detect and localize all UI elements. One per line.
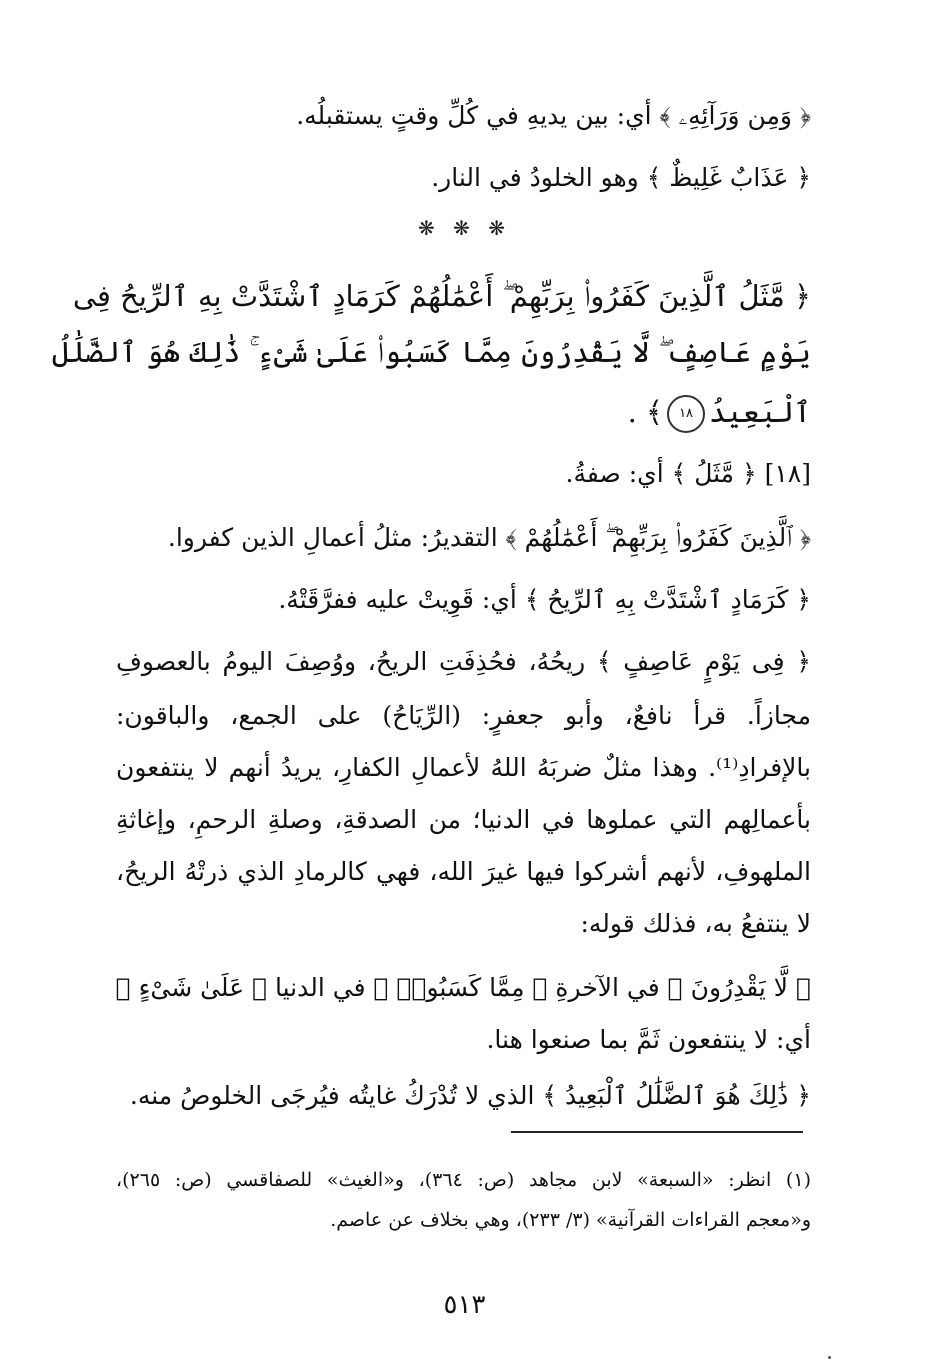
footnote-rule [511,1131,803,1133]
commentary-line: ﴿ كَرَمَادٍ ٱشْتَدَّتْ بِهِ ٱلرِّيحُ ﴾ أي: قَوِيتْ عليه ففرَّقَتْهُ. [278,585,811,614]
verse-line: ﴿ مَّثَلُ ٱلَّذِينَ كَفَرُوا۟ بِرَبِّهِمْ ۖ أَعْمَٰلُهُمْ كَرَمَادٍ ٱشْتَدَّتْ بِهِ ٱلرِّيحُ فِى [72,279,811,313]
text-line: ﴿ وَمِن وَرَآئِهِۦ ﴾ أي: بين يديهِ في كُلِّ وقتٍ يستقبلُه. [296,101,811,130]
verse-line-end [116,384,811,440]
closing-line: ﴿ ذَٰلِكَ هُوَ ٱلضَّلَٰلُ ٱلْبَعِيدُ ﴾ الذي لا تُدْرَكُ غايتُه فيُرجَى الخلوصُ منه. [129,1081,811,1110]
paragraph-line: ﴿ فِى يَوْمٍ عَاصِفٍ ﴾ ريحُهُ، فحُذِفَتِ الريحُ، ووُصِفَ اليومُ بالعصوفِ [116,647,811,676]
text-line: ﴿ عَذَابٌ غَلِيظٌ ﴾ وهو الخلودُ في النار. [431,163,811,192]
closing-line: ﴿ لَّا يَقْدِرُونَ ﴾ في الآخرةِ ﴿ مِمَّا كَسَبُوا۟ ﴾ في الدنيا ﴿ عَلَىٰ شَىْءٍ ﴾ [115,973,811,1002]
paragraph-line: الملهوفِ، لأنهم أشركوا فيها غيرَ الله، فهي كالرمادِ الذي ذرتْهُ الريحُ، [116,857,811,886]
paragraph-line: بالإفرادِ⁽¹⁾. وهذا مثلٌ ضربَهُ اللهُ لأعمالِ الكفارِ، يريدُ أنهم لا ينتفعون [116,753,811,782]
commentary-line: [١٨] ﴿ مَّثَلُ ﴾ أي: صفةُ. [565,459,811,488]
footnote-line: و«معجم القراءات القرآنية» (٣/ ٢٣٣)، وهي بخلاف عن عاصم. [330,1209,811,1231]
paragraph-line: بأعمالِهم التي عملوها في الدنيا؛ من الصدقةِ، وصلةِ الرحمِ، وإغاثةِ [116,805,811,834]
verse-line: يَوْمٍ عَاصِفٍ ۖ لَّا يَقْدِرُونَ مِمَّا كَسَبُوا۟ عَلَىٰ شَىْءٍ ۚ ذَٰلِكَ هُوَ ٱلضَّلَٰلُ [51,335,811,369]
verse-closing: ﴾ . [627,395,664,429]
footnote-line: (١) انظر: «السبعة» لابن مجاهد (ص: ٣٦٤)، و«الغيث» للصفاقسي (ص: ٢٦٥)، [116,1169,811,1191]
section-separator: ❋ ❋ ❋ [418,216,511,240]
closing-line: أي: لا ينتفعون ثَمَّ بما صنعوا هنا. [486,1025,811,1054]
paragraph-line: لا ينتفعُ به، فذلك قوله: [580,909,811,938]
verse-text: ٱلْبَعِيدُ [709,395,811,429]
speck-mark [828,1356,831,1359]
verse-number-marker: ١٨ [667,395,705,433]
commentary-line: ﴿ ٱلَّذِينَ كَفَرُوا۟ بِرَبِّهِمْ ۖ أَعْمَٰلُهُمْ ﴾ التقديرُ: مثلُ أعمالِ الذين كفروا. [167,523,811,552]
paragraph-line: مجازاً. قرأ نافعٌ، وأبو جعفرٍ: (الرِّيَاحُ) على الجمع، والباقون: [116,701,811,730]
page-number: ٥١٣ [443,1290,486,1320]
